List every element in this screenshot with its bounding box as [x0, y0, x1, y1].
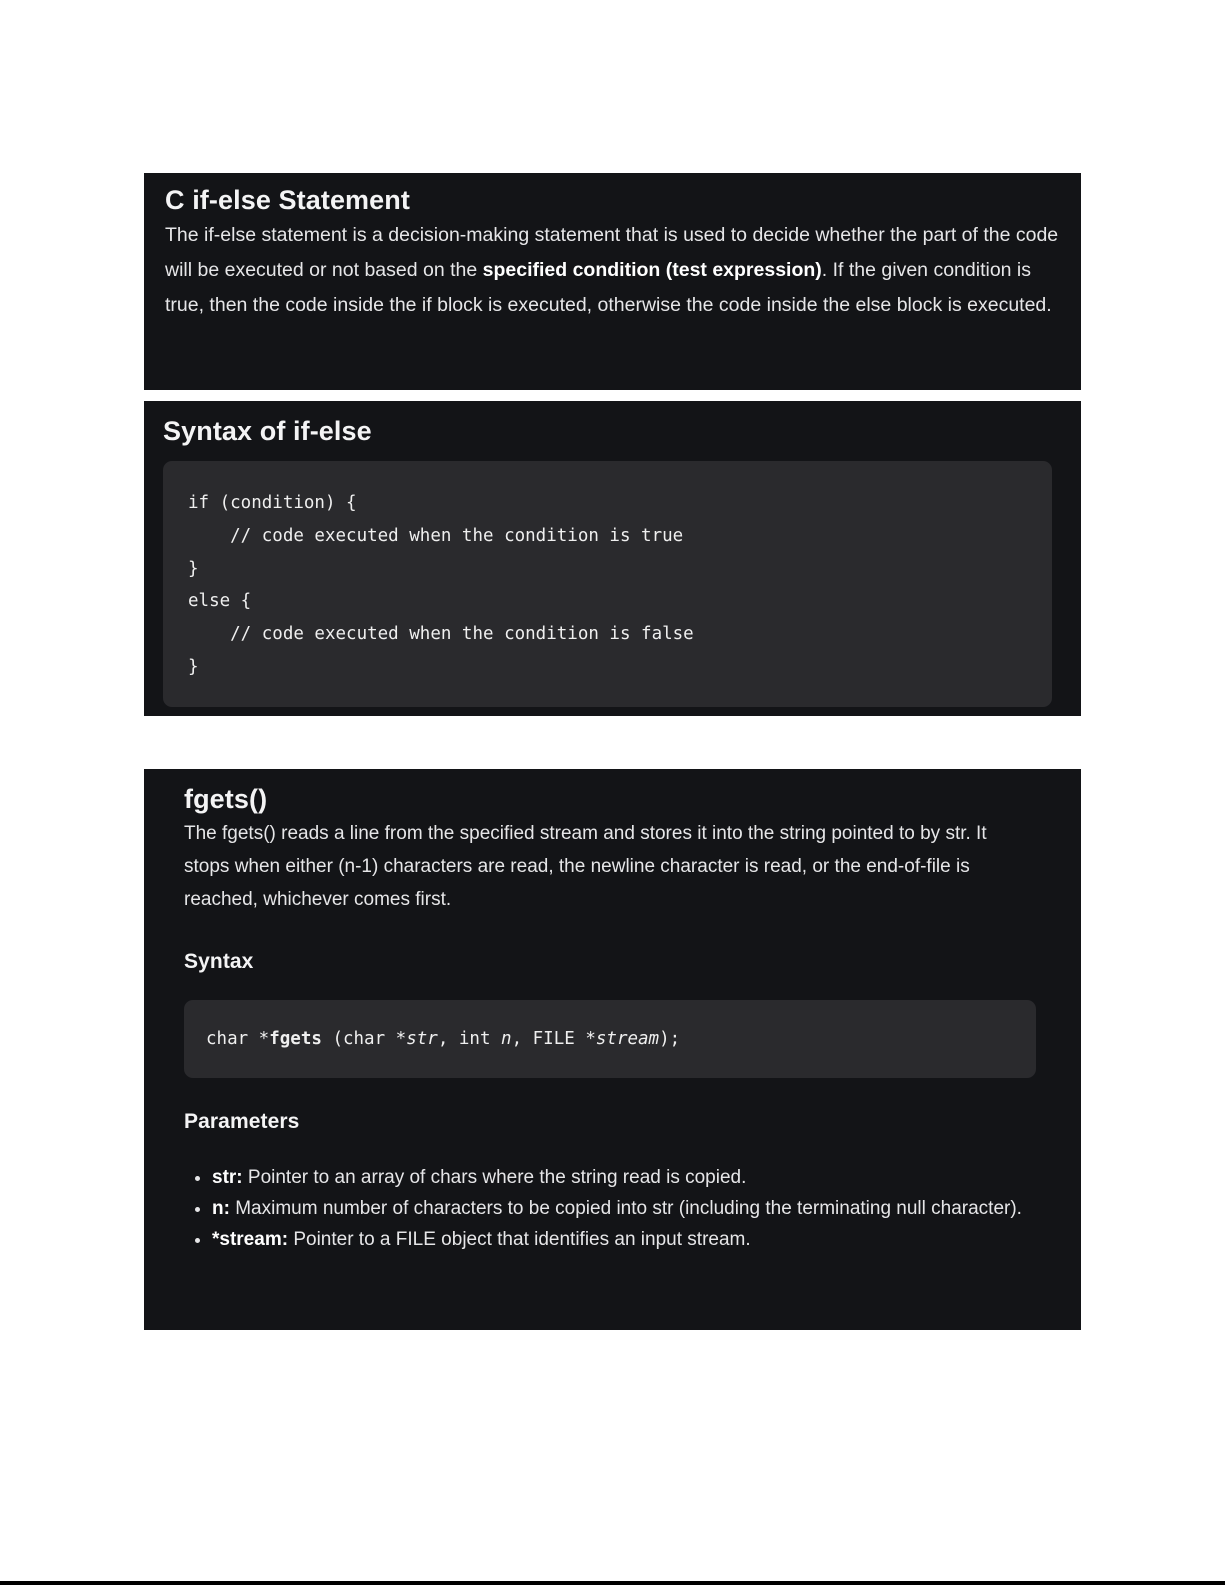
param-desc: Maximum number of characters to be copied into str (including the terminating null character).: [229, 1198, 1022, 1219]
sig-param-stream: stream: [595, 1029, 660, 1049]
sig-param-str: str: [406, 1029, 438, 1049]
sig-param-n: n: [501, 1029, 512, 1049]
ifelse-paragraph-part2: . If the given condition is true, then the code inside the if block is executed, otherwise the code inside the else block is executed.: [165, 259, 1052, 316]
ifelse-description-panel: [144, 173, 1081, 390]
param-name: n:: [212, 1198, 230, 1219]
fgets-syntax-heading: Syntax: [184, 950, 254, 973]
code-line: // code executed when the condition is false: [188, 624, 694, 645]
code-line: if (condition) {: [188, 493, 357, 513]
spacer: [184, 1078, 1036, 1108]
parameters-list: [184, 1162, 1036, 1255]
fgets-title: fgets(): [184, 784, 268, 814]
param-name: *stream:: [212, 1229, 289, 1250]
fgets-panel: [144, 769, 1081, 1330]
ifelse-paragraph-part1: The if-else statement is a decision-making statement that is used to decide whether the part of the code will be executed or not based on the: [165, 224, 1059, 281]
sig-function-name: fgets: [269, 1029, 322, 1049]
ifelse-title: C if-else Statement: [165, 185, 410, 215]
param-desc: Pointer to an array of chars where the string read is copied.: [242, 1167, 747, 1188]
code-line: else {: [188, 591, 252, 612]
page-bottom-border: [0, 1581, 1225, 1585]
syntax-title: Syntax of if-else: [163, 416, 372, 446]
code-line: }: [188, 558, 199, 579]
code-line: // code executed when the condition is true: [188, 525, 684, 546]
list-item: [212, 1224, 1036, 1255]
fgets-paragraph: The fgets() reads a line from the specified stream and stores it into the string pointed to by str. It stops when either (n-1) characters are read, the newline character is read, or the end-of-file is reached, whichever comes first.: [184, 823, 987, 910]
param-desc: Pointer to a FILE object that identifies an input stream.: [288, 1229, 751, 1250]
sig-text: (char *: [321, 1029, 407, 1049]
fgets-signature-code: [184, 1000, 1036, 1078]
param-name: str:: [212, 1167, 243, 1188]
ifelse-code-block: [163, 461, 1052, 707]
sig-text: );: [659, 1029, 681, 1049]
ifelse-syntax-panel: [144, 401, 1081, 716]
ifelse-paragraph: [165, 218, 1061, 323]
ifelse-paragraph-bold: specified condition (test expression): [482, 259, 822, 281]
sig-text: , int: [437, 1029, 502, 1049]
sig-text: , FILE *: [511, 1029, 596, 1049]
spacer: [184, 916, 1036, 948]
list-item: [212, 1193, 1036, 1224]
sig-text: char *: [206, 1029, 270, 1049]
code-line: }: [188, 656, 199, 677]
fgets-parameters-heading: Parameters: [184, 1110, 300, 1133]
list-item: [212, 1162, 1036, 1193]
